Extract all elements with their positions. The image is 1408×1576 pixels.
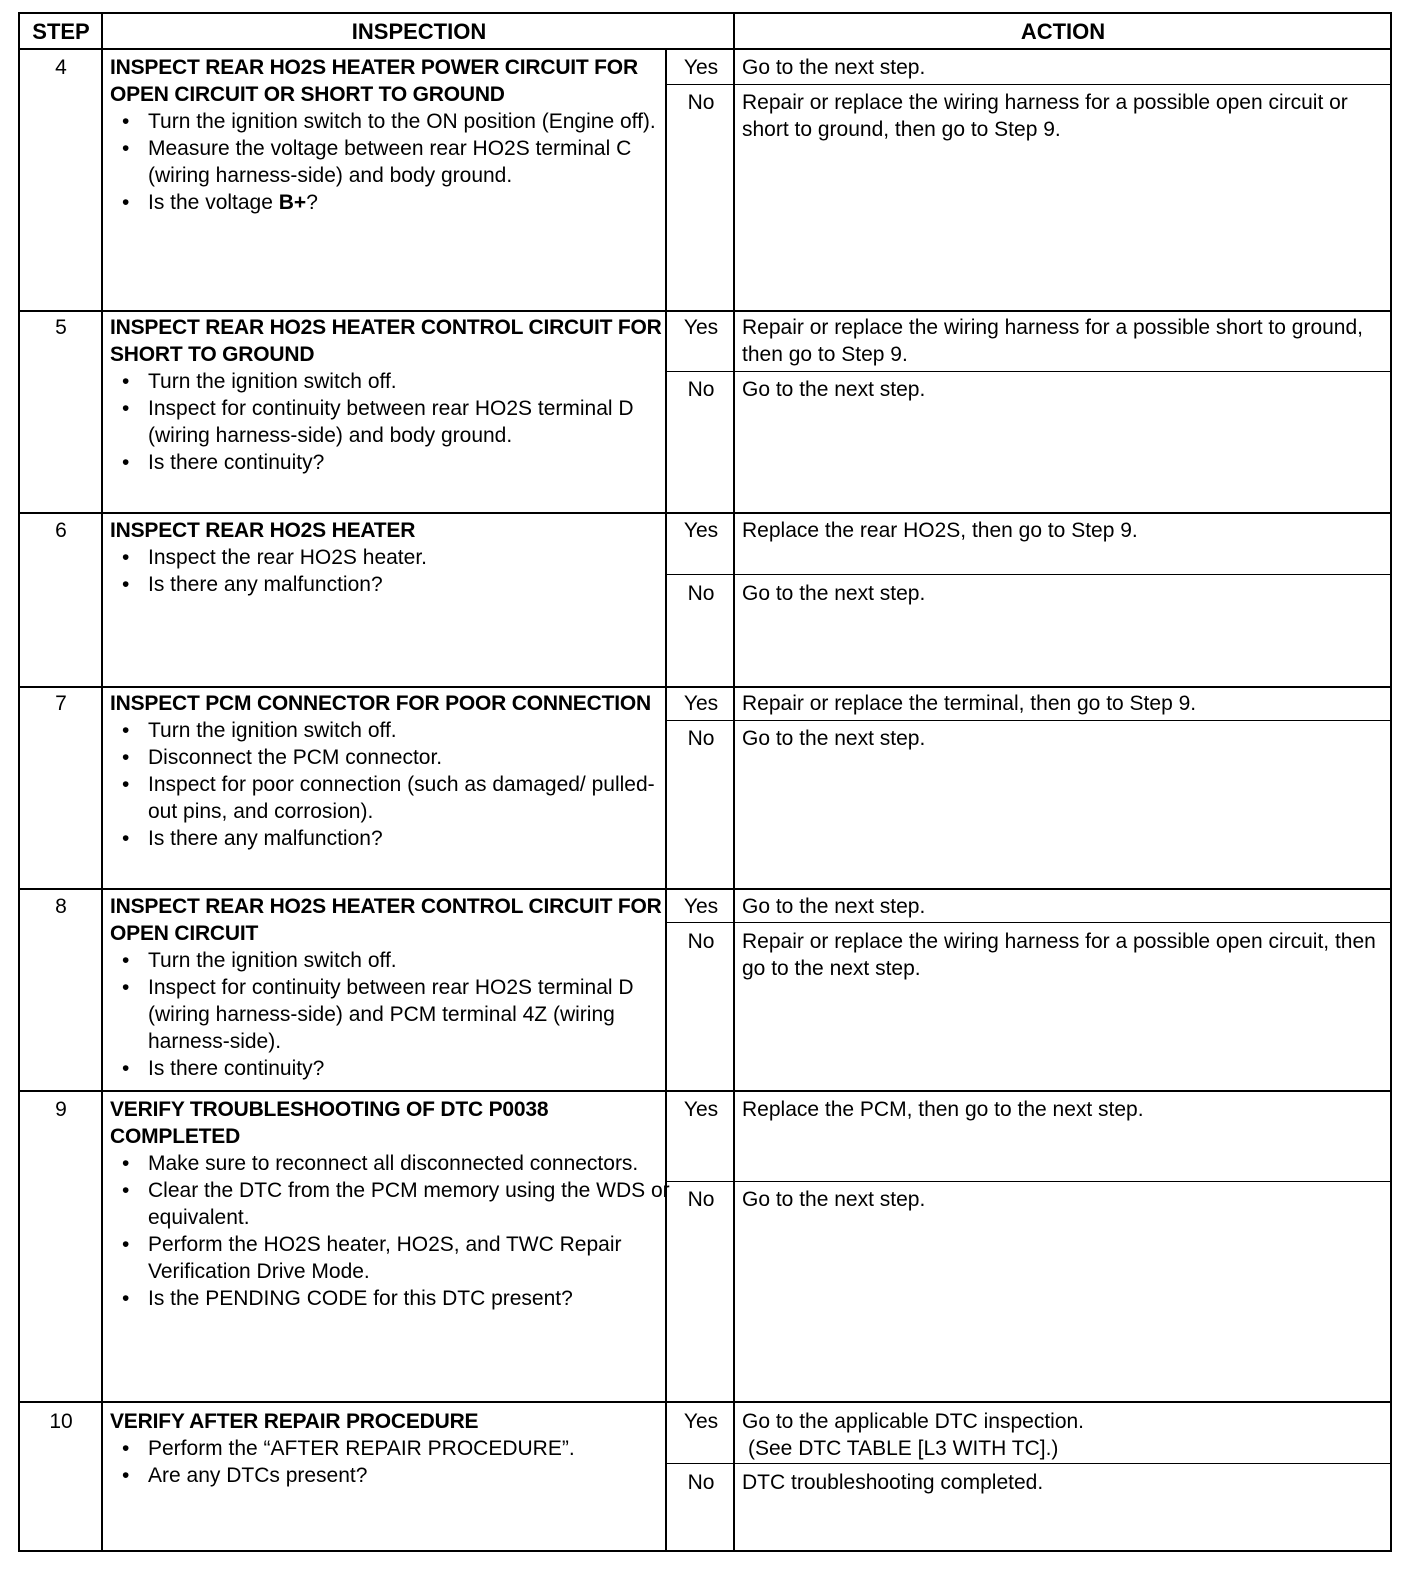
row-divider <box>20 888 1390 890</box>
inspection-bullets <box>110 1435 670 1489</box>
inspection-bullet: • Perform the HO2S heater, HO2S, and TWC Repair Verification Drive Mode. <box>110 1231 670 1285</box>
no-action: DTC troubleshooting completed. <box>742 1471 1044 1494</box>
inspection-bullet: • Is there any malfunction? <box>110 825 670 852</box>
inspection-bullet: • Clear the DTC from the PCM memory using the WDS or equivalent. <box>110 1177 670 1231</box>
row-divider <box>20 1401 1390 1403</box>
inspection-title: VERIFY AFTER REPAIR PROCEDURE <box>110 1410 479 1433</box>
inspection-title: INSPECT REAR HO2S HEATER CONTROL CIRCUIT FOR SHORT TO GROUND <box>110 316 662 366</box>
yes-label: Yes <box>683 56 719 79</box>
row-divider <box>20 310 1390 312</box>
no-action: Go to the next step. <box>742 378 926 401</box>
yes-action: Go to the next step. <box>742 895 926 918</box>
yes-no-divider <box>665 1463 1390 1464</box>
inspection-title: INSPECT PCM CONNECTOR FOR POOR CONNECTION <box>110 692 651 715</box>
yes-action: Replace the PCM, then go to the next step. <box>742 1098 1144 1121</box>
row-divider <box>20 1090 1390 1092</box>
inspection-bullet: • Is there any malfunction? <box>110 571 670 598</box>
no-action: Repair or replace the wiring harness for a possible open circuit, then go to the next step. <box>742 930 1376 980</box>
yes-label: Yes <box>683 316 719 339</box>
no-label: No <box>687 1471 715 1494</box>
inspection-bullet: • Are any DTCs present? <box>110 1462 670 1489</box>
step-number: 8 <box>55 895 67 918</box>
inspection-bullets <box>110 947 670 1082</box>
inspection-title: INSPECT REAR HO2S HEATER CONTROL CIRCUIT FOR OPEN CIRCUIT <box>110 895 662 945</box>
inspection-bullet: • Turn the ignition switch to the ON position (Engine off). <box>110 108 670 135</box>
no-label: No <box>687 582 715 605</box>
divider-step-column <box>101 14 103 1550</box>
step-number: 5 <box>55 316 67 339</box>
inspection-cell-step-8 <box>110 893 670 1082</box>
yes-label: Yes <box>683 895 719 918</box>
inspection-bullet: • Perform the “AFTER REPAIR PROCEDURE”. <box>110 1435 670 1462</box>
yes-action-line: Go to the applicable DTC inspection. <box>742 1410 1085 1433</box>
no-label: No <box>687 727 715 750</box>
inspection-title: INSPECT REAR HO2S HEATER POWER CIRCUIT FOR OPEN CIRCUIT OR SHORT TO GROUND <box>110 56 638 106</box>
step-number: 4 <box>55 56 67 79</box>
inspection-title: INSPECT REAR HO2S HEATER <box>110 519 416 542</box>
inspection-bullet: • Inspect the rear HO2S heater. <box>110 544 670 571</box>
inspection-cell-step-5 <box>110 314 670 476</box>
yes-action: Repair or replace the terminal, then go to Step 9. <box>742 692 1197 715</box>
inspection-bullet: • Disconnect the PCM connector. <box>110 744 670 771</box>
inspection-bullet: • Turn the ignition switch off. <box>110 717 670 744</box>
inspection-cell-step-10 <box>110 1408 670 1489</box>
step-number: 6 <box>55 519 67 542</box>
inspection-bullets <box>110 544 670 598</box>
header-divider <box>20 48 1390 50</box>
inspection-bullet: • Turn the ignition switch off. <box>110 368 670 395</box>
yes-no-divider <box>665 371 1390 372</box>
yes-no-divider <box>665 84 1390 85</box>
no-label: No <box>687 930 715 953</box>
inspection-bullet: • Inspect for continuity between rear HO2S terminal D (wiring harness-side) and body ground. <box>110 395 670 449</box>
no-action: Go to the next step. <box>742 582 926 605</box>
inspection-bullet: • Inspect for continuity between rear HO2S terminal D (wiring harness-side) and PCM terminal 4Z (wiring harness-side). <box>110 974 670 1055</box>
inspection-bullets <box>110 108 670 216</box>
inspection-title: VERIFY TROUBLESHOOTING OF DTC P0038 COMPLETED <box>110 1098 549 1148</box>
yes-no-divider <box>665 720 1390 721</box>
yes-no-divider <box>665 574 1390 575</box>
row-divider <box>20 686 1390 688</box>
troubleshooting-table <box>18 12 1392 1552</box>
no-label: No <box>687 378 715 401</box>
no-label: No <box>687 1188 715 1211</box>
inspection-bullets <box>110 717 670 852</box>
yes-label: Yes <box>683 692 719 715</box>
yes-label: Yes <box>683 1098 719 1121</box>
inspection-cell-step-6 <box>110 517 670 598</box>
inspection-cell-step-7 <box>110 690 670 852</box>
inspection-cell-step-9 <box>110 1096 670 1312</box>
inspection-bullet: • Is there continuity? <box>110 1055 670 1082</box>
header-step: STEP <box>32 19 90 44</box>
inspection-bullet: • Is the voltage B+? <box>110 189 670 216</box>
no-label: No <box>687 91 715 114</box>
yes-label: Yes <box>683 519 719 542</box>
yes-no-divider <box>665 1181 1390 1182</box>
yes-action: Repair or replace the wiring harness for a possible short to ground, then go to Step 9. <box>742 316 1363 366</box>
inspection-bullet: • Inspect for poor connection (such as damaged/ pulled-out pins, and corrosion). <box>110 771 670 825</box>
inspection-bullets <box>110 1150 670 1312</box>
yes-no-divider <box>665 922 1390 923</box>
row-divider <box>20 512 1390 514</box>
inspection-bullet: • Is the PENDING CODE for this DTC present? <box>110 1285 670 1312</box>
step-number: 7 <box>55 692 67 715</box>
yes-action: Replace the rear HO2S, then go to Step 9. <box>742 519 1138 542</box>
see-dtc-table-reference: (See DTC TABLE [L3 WITH TC].) <box>748 1437 1059 1460</box>
no-action: Go to the next step. <box>742 1188 926 1211</box>
header-action: ACTION <box>1020 19 1106 44</box>
inspection-cell-step-4 <box>110 54 670 216</box>
step-number: 9 <box>55 1098 67 1121</box>
inspection-bullet: • Measure the voltage between rear HO2S terminal C (wiring harness-side) and body ground. <box>110 135 670 189</box>
inspection-bullet: • Is there continuity? <box>110 449 670 476</box>
inspection-bullet: • Turn the ignition switch off. <box>110 947 670 974</box>
yes-action: Go to the next step. <box>742 56 926 79</box>
yes-label: Yes <box>683 1410 719 1433</box>
yes-action <box>742 1408 1382 1462</box>
inspection-bullets <box>110 368 670 476</box>
step-number: 10 <box>49 1410 73 1433</box>
header-inspection: INSPECTION <box>351 19 487 44</box>
no-action: Repair or replace the wiring harness for a possible open circuit or short to ground, then go to Step 9. <box>742 91 1348 141</box>
no-action: Go to the next step. <box>742 727 926 750</box>
divider-action-column <box>733 14 735 1550</box>
inspection-bullet: • Make sure to reconnect all disconnected connectors. <box>110 1150 670 1177</box>
